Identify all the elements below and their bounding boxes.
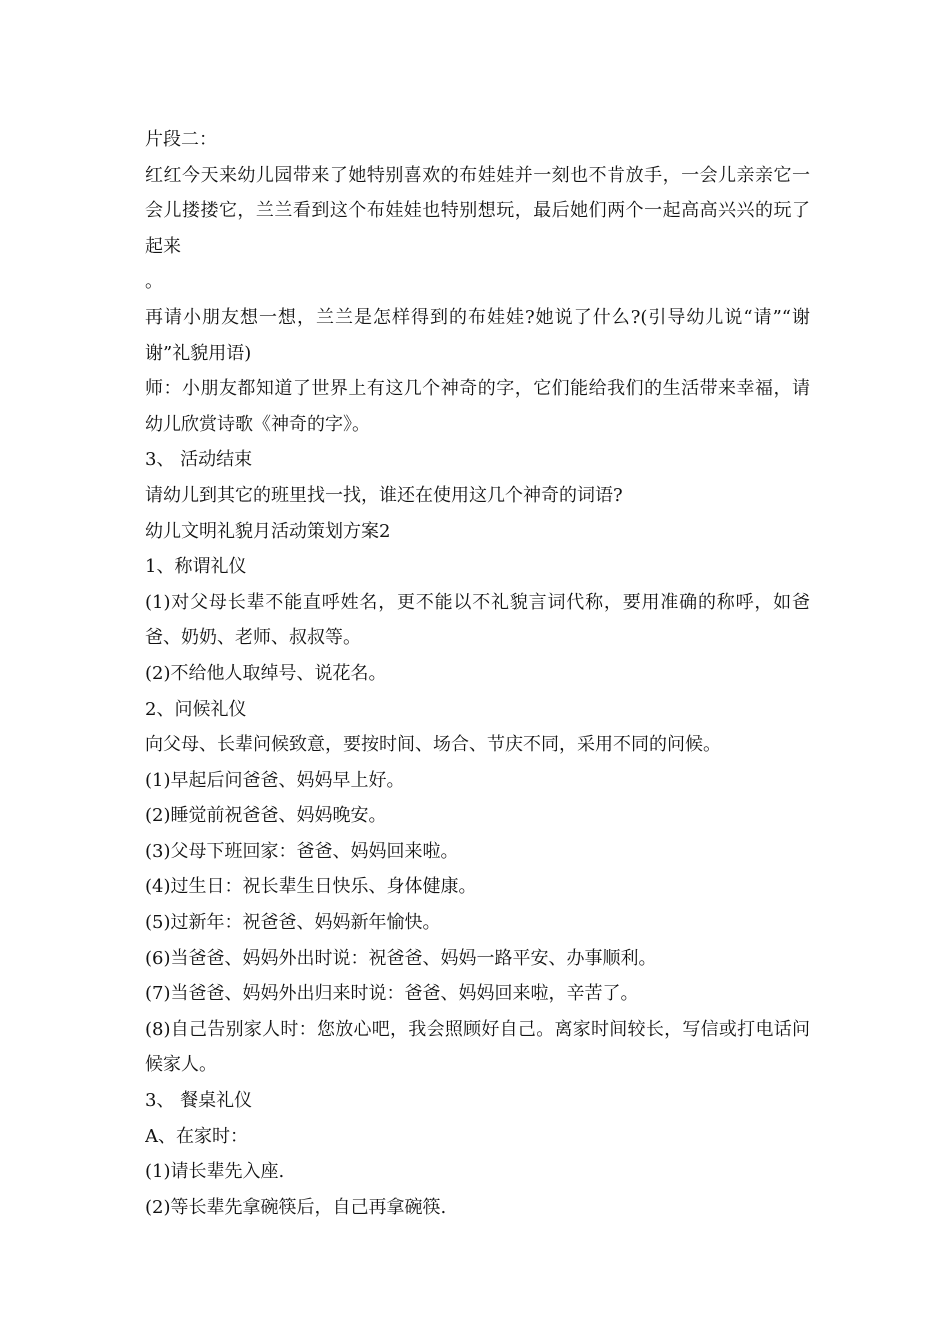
list-item: (1)请长辈先入座. <box>145 1161 285 1183</box>
list-item: (2)等长辈先拿碗筷后，自己再拿碗筷. <box>145 1196 447 1218</box>
list-item: (5)过新年：祝爸爸、妈妈新年愉快。 <box>145 912 441 934</box>
list-item: (8)自己告别家人时：您放心吧，我会照顾好自己。离家时间较长，写信或打电话问候家人。 <box>145 1018 810 1076</box>
section-heading: 3、 餐桌礼仪 <box>145 1090 253 1112</box>
text-line: 。 <box>145 271 163 293</box>
section-heading: 3、 活动结束 <box>145 449 253 471</box>
list-item: (1)早起后问爸爸、妈妈早上好。 <box>145 769 405 791</box>
subsection-heading: A、在家时： <box>145 1125 248 1147</box>
paragraph: (1)对父母长辈不能直呼姓名，更不能以不礼貌言词代称，要用准确的称呼，如爸爸、奶奶、老师、叔叔等。 <box>145 591 810 649</box>
document-title: 幼儿文明礼貌月活动策划方案2 <box>145 520 391 542</box>
list-item: (2)不给他人取绰号、说花名。 <box>145 662 387 684</box>
list-item: (4)过生日：祝长辈生日快乐、身体健康。 <box>145 876 477 898</box>
paragraph: 再请小朋友想一想，兰兰是怎样得到的布娃娃?她说了什么?(引导幼儿说“请”“谢谢”礼貌用语) <box>145 306 810 364</box>
text-line: 片段二： <box>145 129 217 150</box>
section-heading: 1、称谓礼仪 <box>145 556 247 578</box>
text-line: 向父母、长辈问候致意，要按时间、场合、节庆不同，采用不同的问候。 <box>145 734 721 756</box>
list-item: (7)当爸爸、妈妈外出归来时说：爸爸、妈妈回来啦，辛苦了。 <box>145 983 639 1005</box>
section-heading: 2、问候礼仪 <box>145 698 247 720</box>
paragraph: 红红今天来幼儿园带来了她特别喜欢的布娃娃并一刻也不肯放手，一会儿亲亲它一会儿搂搂它，兰兰看到这个布娃娃也特别想玩，最后她们两个一起高高兴兴的玩了起来 <box>145 164 810 257</box>
list-item: (3)父母下班回家：爸爸、妈妈回来啦。 <box>145 840 459 862</box>
text-line: 请幼儿到其它的班里找一找，谁还在使用这几个神奇的词语? <box>145 484 623 506</box>
list-item: (6)当爸爸、妈妈外出时说：祝爸爸、妈妈一路平安、办事顺利。 <box>145 947 657 969</box>
list-item: (2)睡觉前祝爸爸、妈妈晚安。 <box>145 805 387 827</box>
paragraph: 师：小朋友都知道了世界上有这几个神奇的字，它们能给我们的生活带来幸福，请幼儿欣赏诗歌《神奇的字》。 <box>145 378 810 435</box>
document-body <box>145 122 810 1225</box>
